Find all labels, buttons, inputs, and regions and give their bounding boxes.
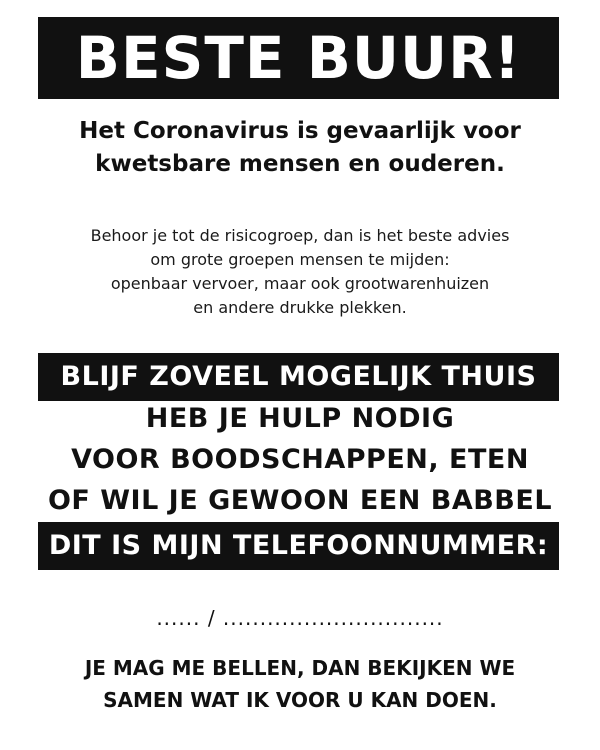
subtitle-line: Het Coronavirus is gevaarlijk voor <box>79 118 521 144</box>
advice-line: openbaar vervoer, maar ook grootwarenhuizen <box>110 274 490 293</box>
title-banner <box>38 17 559 99</box>
phone-number-placeholder: ...... / .............................. <box>156 606 444 630</box>
advice-line: om grote groepen mensen te mijden: <box>150 250 450 269</box>
stay-home-banner <box>38 353 559 401</box>
advice-line: Behoor je tot de risicogroep, dan is het beste advies <box>90 226 510 245</box>
title-text: BESTE BUUR! <box>75 24 522 92</box>
help-line: HEB JE HULP NODIG <box>145 403 455 434</box>
stay-home-text: BLIJF ZOVEEL MOGELIJK THUIS <box>60 361 537 392</box>
footer-line: JE MAG ME BELLEN, DAN BEKIJKEN WE <box>84 656 516 680</box>
subtitle <box>0 115 600 181</box>
groceries-line: VOOR BOODSCHAPPEN, ETEN <box>71 444 529 475</box>
phone-number-banner <box>38 522 559 570</box>
advice-paragraph <box>0 224 600 320</box>
subtitle-line: kwetsbare mensen en ouderen. <box>95 151 505 177</box>
footer-line: SAMEN WAT IK VOOR U KAN DOEN. <box>103 688 497 712</box>
footer-text <box>0 652 600 716</box>
advice-line: en andere drukke plekken. <box>193 298 407 317</box>
phone-number-label: DIT IS MIJN TELEFOONNUMMER: <box>48 530 549 561</box>
chat-line: OF WIL JE GEWOON EEN BABBEL <box>47 485 553 516</box>
